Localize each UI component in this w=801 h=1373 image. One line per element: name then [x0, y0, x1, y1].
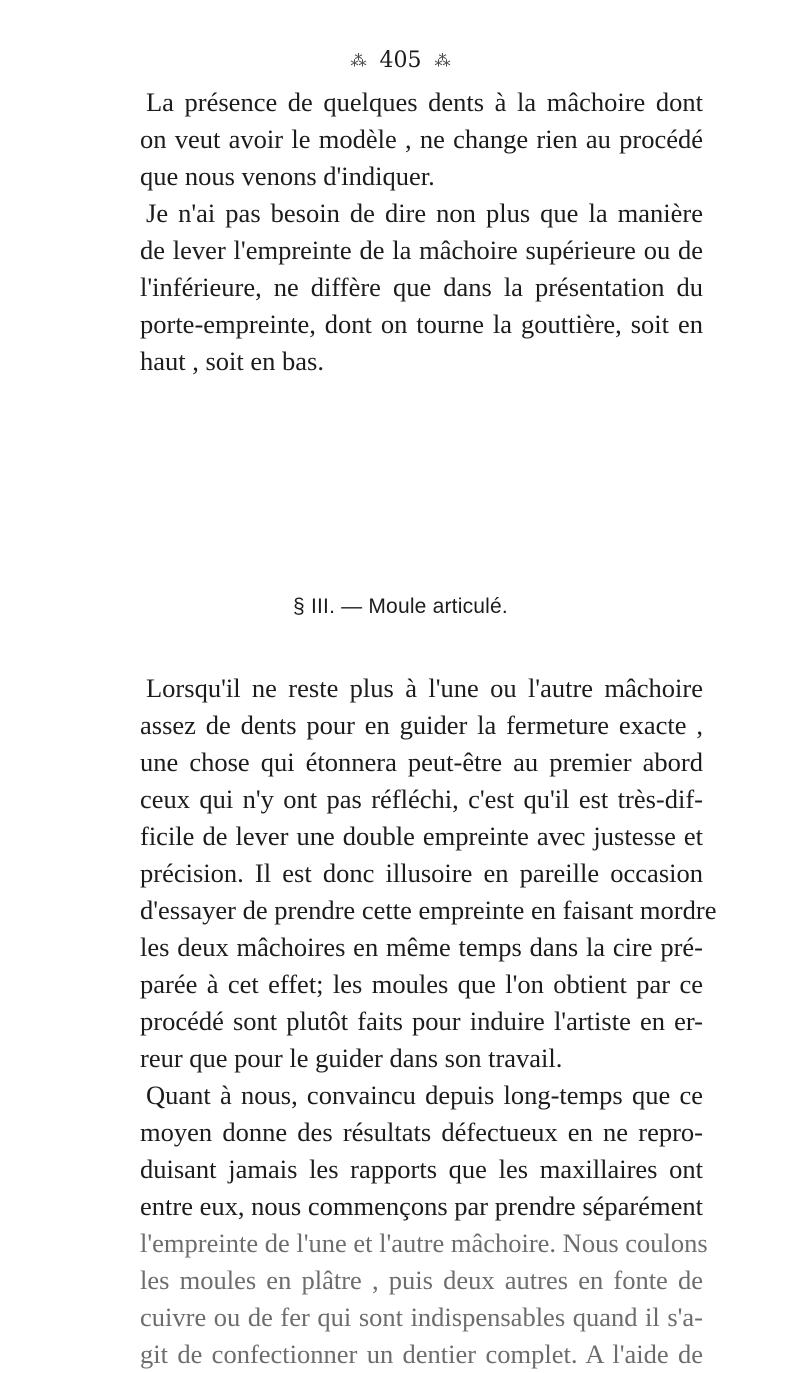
- text-line: duisant jamais les rapports que les maxillaires ont: [140, 1154, 703, 1184]
- text-line: que nous venons d'indiquer.: [140, 161, 435, 191]
- left-ornament-icon: ⁂: [350, 51, 367, 70]
- text-line: git de confectionner un dentier complet. A l'aide de: [140, 1339, 703, 1369]
- text-line: La présence de quelques dents à la mâchoire dont: [146, 87, 703, 117]
- paragraph-4: [140, 1077, 708, 1373]
- text-line: on veut avoir le modèle , ne change rien au procédé: [140, 124, 703, 154]
- page-number: 405: [379, 48, 422, 73]
- text-line: l'empreinte de l'une et l'autre mâchoire. Nous coulons: [140, 1228, 708, 1258]
- text-line: d'essayer de prendre cette empreinte en faisant mordre: [140, 895, 717, 925]
- paragraph-1: [140, 84, 703, 195]
- text-line: reur que pour le guider dans son travail.: [140, 1043, 563, 1073]
- text-line: précision. Il est donc illusoire en pareille occasion: [140, 858, 703, 888]
- text-line: haut , soit en bas.: [140, 346, 324, 376]
- text-line: les moules en plâtre , puis deux autres en fonte de: [140, 1265, 703, 1295]
- paragraph-3: [140, 670, 717, 1077]
- text-line: Je n'ai pas besoin de dire non plus que la manière: [146, 198, 703, 228]
- text-line: de lever l'empreinte de la mâchoire supérieure ou de: [140, 235, 703, 265]
- text-line: moyen donne des résultats défectueux en ne repro-: [140, 1117, 703, 1147]
- text-line: une chose qui étonnera peut-être au premier abord: [140, 747, 703, 777]
- text-line: procédé sont plutôt faits pour induire l'artiste en er-: [140, 1006, 703, 1036]
- section-heading: § III. — Moule articulé.: [293, 595, 508, 618]
- text-line: assez de dents pour en guider la fermeture exacte ,: [140, 710, 703, 740]
- text-line: l'inférieure, ne diffère que dans la présentation du: [140, 272, 703, 302]
- page-header: [0, 46, 801, 76]
- right-ornament-icon: ⁂: [434, 51, 451, 70]
- text-line: entre eux, nous commençons par prendre séparément: [140, 1191, 703, 1221]
- text-line: cuivre ou de fer qui sont indispensables quand il s'a-: [140, 1302, 703, 1332]
- text-line: porte-empreinte, dont on tourne la gouttière, soit en: [140, 309, 703, 339]
- text-line: ceux qui n'y ont pas réfléchi, c'est qu'il est très-dif-: [140, 784, 703, 814]
- text-line: ficile de lever une double empreinte avec justesse et: [140, 821, 703, 851]
- paragraph-2: [140, 195, 703, 380]
- text-line: les deux mâchoires en même temps dans la cire pré-: [140, 932, 703, 962]
- text-line: parée à cet effet; les moules que l'on obtient par ce: [140, 969, 703, 999]
- text-line: Lorsqu'il ne reste plus à l'une ou l'autre mâchoire: [146, 673, 703, 703]
- text-line: Quant à nous, convaincu depuis long-temps que ce: [146, 1080, 703, 1110]
